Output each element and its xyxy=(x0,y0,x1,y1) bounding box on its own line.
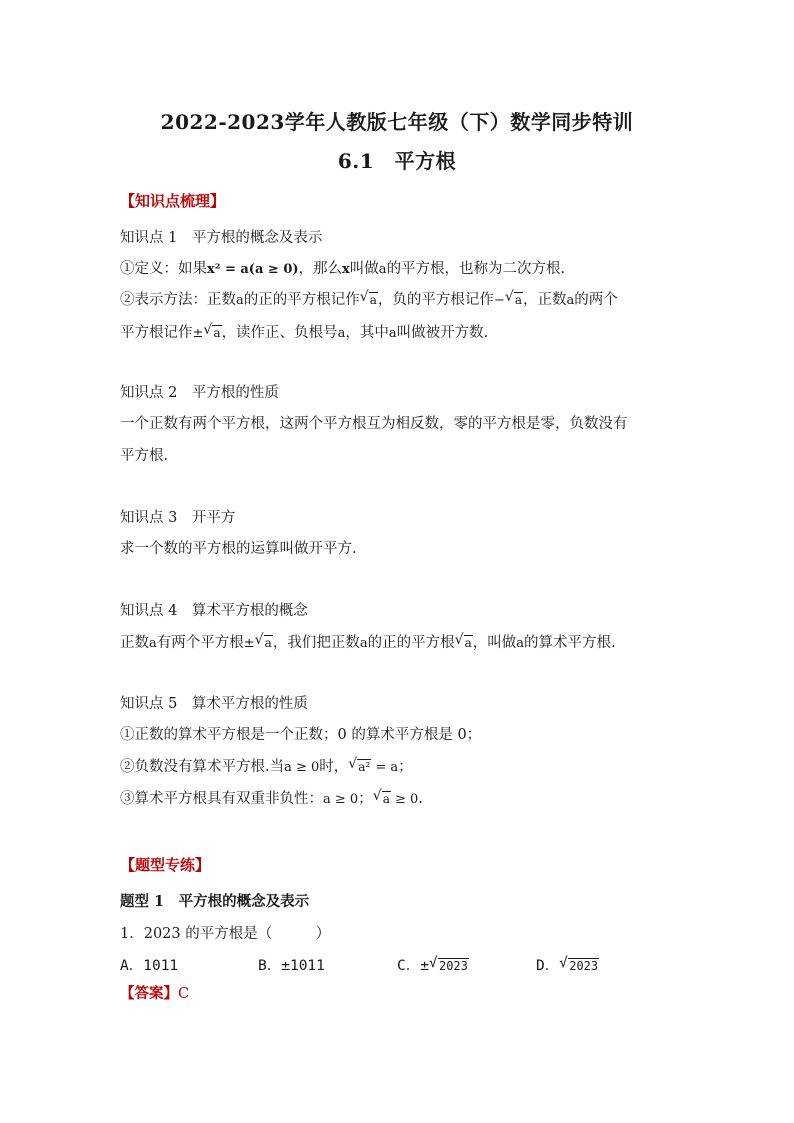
text: ，我们把正数 xyxy=(272,635,360,651)
question-1-option-d xyxy=(536,956,599,976)
math-expr: x² = a(a ≥ 0) xyxy=(207,262,299,277)
radicand: a xyxy=(464,636,472,650)
sqrt-symbol xyxy=(348,757,371,777)
text: D． xyxy=(536,958,560,974)
answer-value: C xyxy=(178,986,190,1002)
text: 的平方根，也称为二次方根. xyxy=(386,261,566,277)
math-var: x xyxy=(342,262,350,277)
math-var: a xyxy=(359,636,368,651)
text: 有两个平方根 xyxy=(156,635,244,651)
radicand: a xyxy=(382,792,390,806)
radicand: 2023 xyxy=(438,959,468,973)
text: ，那么 xyxy=(298,261,343,277)
k1-heading: 知识点 1 平方根的概念及表示 xyxy=(120,230,323,246)
math-var: a xyxy=(337,326,346,341)
text: ②表示方法：正数 xyxy=(120,292,236,308)
math-sign: − xyxy=(493,293,505,308)
k4-line1 xyxy=(120,633,616,654)
math-var: a xyxy=(566,293,575,308)
math-sign: ± xyxy=(192,326,204,341)
sqrt-symbol xyxy=(429,956,469,976)
text: 的算术平方根. xyxy=(524,635,616,651)
text: 平方根记作 xyxy=(120,325,193,341)
text: ，读作正、负根号 xyxy=(221,325,338,341)
text: ，叫做 xyxy=(472,635,517,651)
text: 的正的平方根记作 xyxy=(243,292,360,308)
section-knowledge-heading: 【知识点梳理】 xyxy=(120,192,226,210)
radicand: a² xyxy=(358,760,371,774)
text: 正数 xyxy=(120,635,149,651)
math-sign: ± xyxy=(243,636,255,651)
radicand: a xyxy=(213,326,221,340)
sqrt-symbol xyxy=(255,633,273,653)
question-1-option-c xyxy=(397,956,469,976)
question-1-answer xyxy=(120,984,189,1004)
k5-line2 xyxy=(120,757,413,778)
k2-heading: 知识点 2 平方根的性质 xyxy=(120,385,279,401)
question-type-1-heading: 题型 1 平方根的概念及表示 xyxy=(120,893,310,910)
math-var: a xyxy=(149,636,157,651)
radicand: a xyxy=(369,293,377,307)
k3-heading: 知识点 3 开平方 xyxy=(120,510,236,526)
text: ，其中 xyxy=(345,325,389,341)
question-1-stem: 1．2023 的平方根是（ ） xyxy=(120,926,331,942)
math-expr: = a xyxy=(371,760,399,775)
text: 时， xyxy=(319,759,349,775)
text: 叫做 xyxy=(349,261,379,277)
sqrt-symbol xyxy=(360,290,378,310)
k5-heading: 知识点 5 算术平方根的性质 xyxy=(120,696,308,712)
radicand: a xyxy=(264,636,272,650)
text: 叫做被开方数. xyxy=(396,325,489,341)
math-expr: a ≥ 0 xyxy=(284,760,320,775)
k1-representation xyxy=(120,290,618,311)
math-expr: a ≥ 0 xyxy=(323,792,359,807)
text: ； xyxy=(398,759,413,775)
text: ； xyxy=(358,791,373,807)
text: ，正数 xyxy=(522,292,567,308)
radicand: a xyxy=(514,293,522,307)
text: 的两个 xyxy=(574,292,618,308)
text: ③算术平方根具有双重非负性： xyxy=(120,791,323,807)
sqrt-symbol xyxy=(203,323,221,343)
text: C．± xyxy=(397,958,429,974)
k1-definition xyxy=(120,259,565,280)
math-var: a xyxy=(236,293,244,308)
document-subtitle: 6.1 平方根 xyxy=(337,149,457,173)
k2-line2: 平方根. xyxy=(120,448,169,464)
question-1-option-b: B．±1011 xyxy=(258,958,325,974)
k5-line1: ①正数的算术平方根是一个正数；0 的算术平方根是 0； xyxy=(120,727,482,743)
math-var: a xyxy=(388,326,397,341)
text: . xyxy=(418,791,423,807)
k2-line1: 一个正数有两个平方根，这两个平方根互为相反数，零的平方根是零，负数没有 xyxy=(120,416,628,432)
k1-representation-cont xyxy=(120,323,488,344)
sqrt-symbol xyxy=(505,290,523,310)
k5-line3 xyxy=(120,789,423,810)
sqrt-symbol xyxy=(373,789,391,809)
sqrt-symbol xyxy=(559,956,599,976)
math-expr: ≥ 0 xyxy=(390,792,419,807)
radicand: 2023 xyxy=(569,959,599,973)
question-1-option-a: A．1011 xyxy=(120,958,179,974)
text: 的正的平方根 xyxy=(367,635,455,651)
sqrt-symbol xyxy=(455,633,473,653)
answer-label: 【答案】 xyxy=(120,985,178,1002)
text: ，负的平方根记作 xyxy=(377,292,494,308)
section-practice-heading: 【题型专练】 xyxy=(120,856,211,874)
document-title: 2022-2023学年人教版七年级（下）数学同步特训 xyxy=(160,110,634,134)
text: ②负数没有算术平方根.当 xyxy=(120,759,285,775)
math-var: a xyxy=(516,636,525,651)
text: ①定义：如果 xyxy=(120,261,207,277)
k3-line1: 求一个数的平方根的运算叫做开平方. xyxy=(120,541,357,557)
math-var: a xyxy=(378,262,387,277)
k4-heading: 知识点 4 算术平方根的概念 xyxy=(120,603,308,619)
